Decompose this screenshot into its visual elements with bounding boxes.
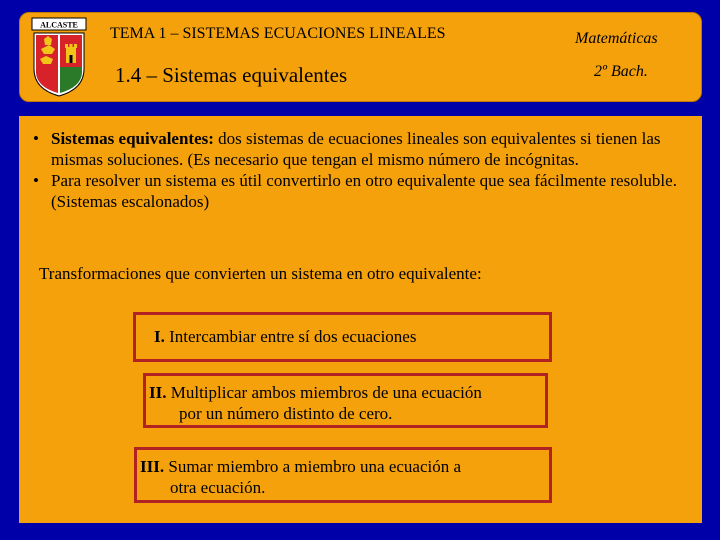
transformation-numeral: III. [140,457,165,476]
course-label: 2º Bach. [594,63,648,80]
bullet-dot-icon: • [33,171,39,190]
transformation-numeral: I. [154,327,165,346]
bullet-list [27,128,687,212]
transformations-title: Transformaciones que convierten un sistema en otro equivalente: [39,264,482,283]
bullet-text: Para resolver un sistema es útil convertirlo en otro equivalente que sea fácilmente resoluble.(Sistemas escalonados) [51,171,677,211]
bullet-text: dos sistemas de ecuaciones lineales son equivalentes si tienen las mismas soluciones. (Es necesario que tengan el mismo número de incógnitas. [51,129,661,169]
transformation-text-cont: otra ecuación. [170,478,266,497]
transformation-text: Intercambiar entre sí dos ecuaciones [164,327,417,346]
transformation-text-cont: por un número distinto de cero. [179,404,393,423]
bullet-item [27,170,687,212]
transformation-numeral: II. [149,383,167,402]
bullet-dot-icon: • [33,129,39,148]
section-title: 1.4 – Sistemas equivalentes [115,63,348,87]
logo-text: ALCASTE [40,20,78,30]
subject-label: Matemáticas [575,30,658,47]
header-panel [19,12,702,102]
topic-title: TEMA 1 – SISTEMAS ECUACIONES LINEALES [110,25,446,42]
transformation-box-3 [134,447,552,503]
transformation-box-1 [133,312,552,362]
bullet-lead: Sistemas equivalentes: [51,129,214,148]
school-crest-logo [31,17,87,97]
transformation-text: Multiplicar ambos miembros de una ecuación [166,383,482,402]
content-panel [19,116,702,523]
bullet-item [27,128,687,170]
transformation-box-2 [143,373,548,428]
transformation-text: Sumar miembro a miembro una ecuación a [164,457,462,476]
